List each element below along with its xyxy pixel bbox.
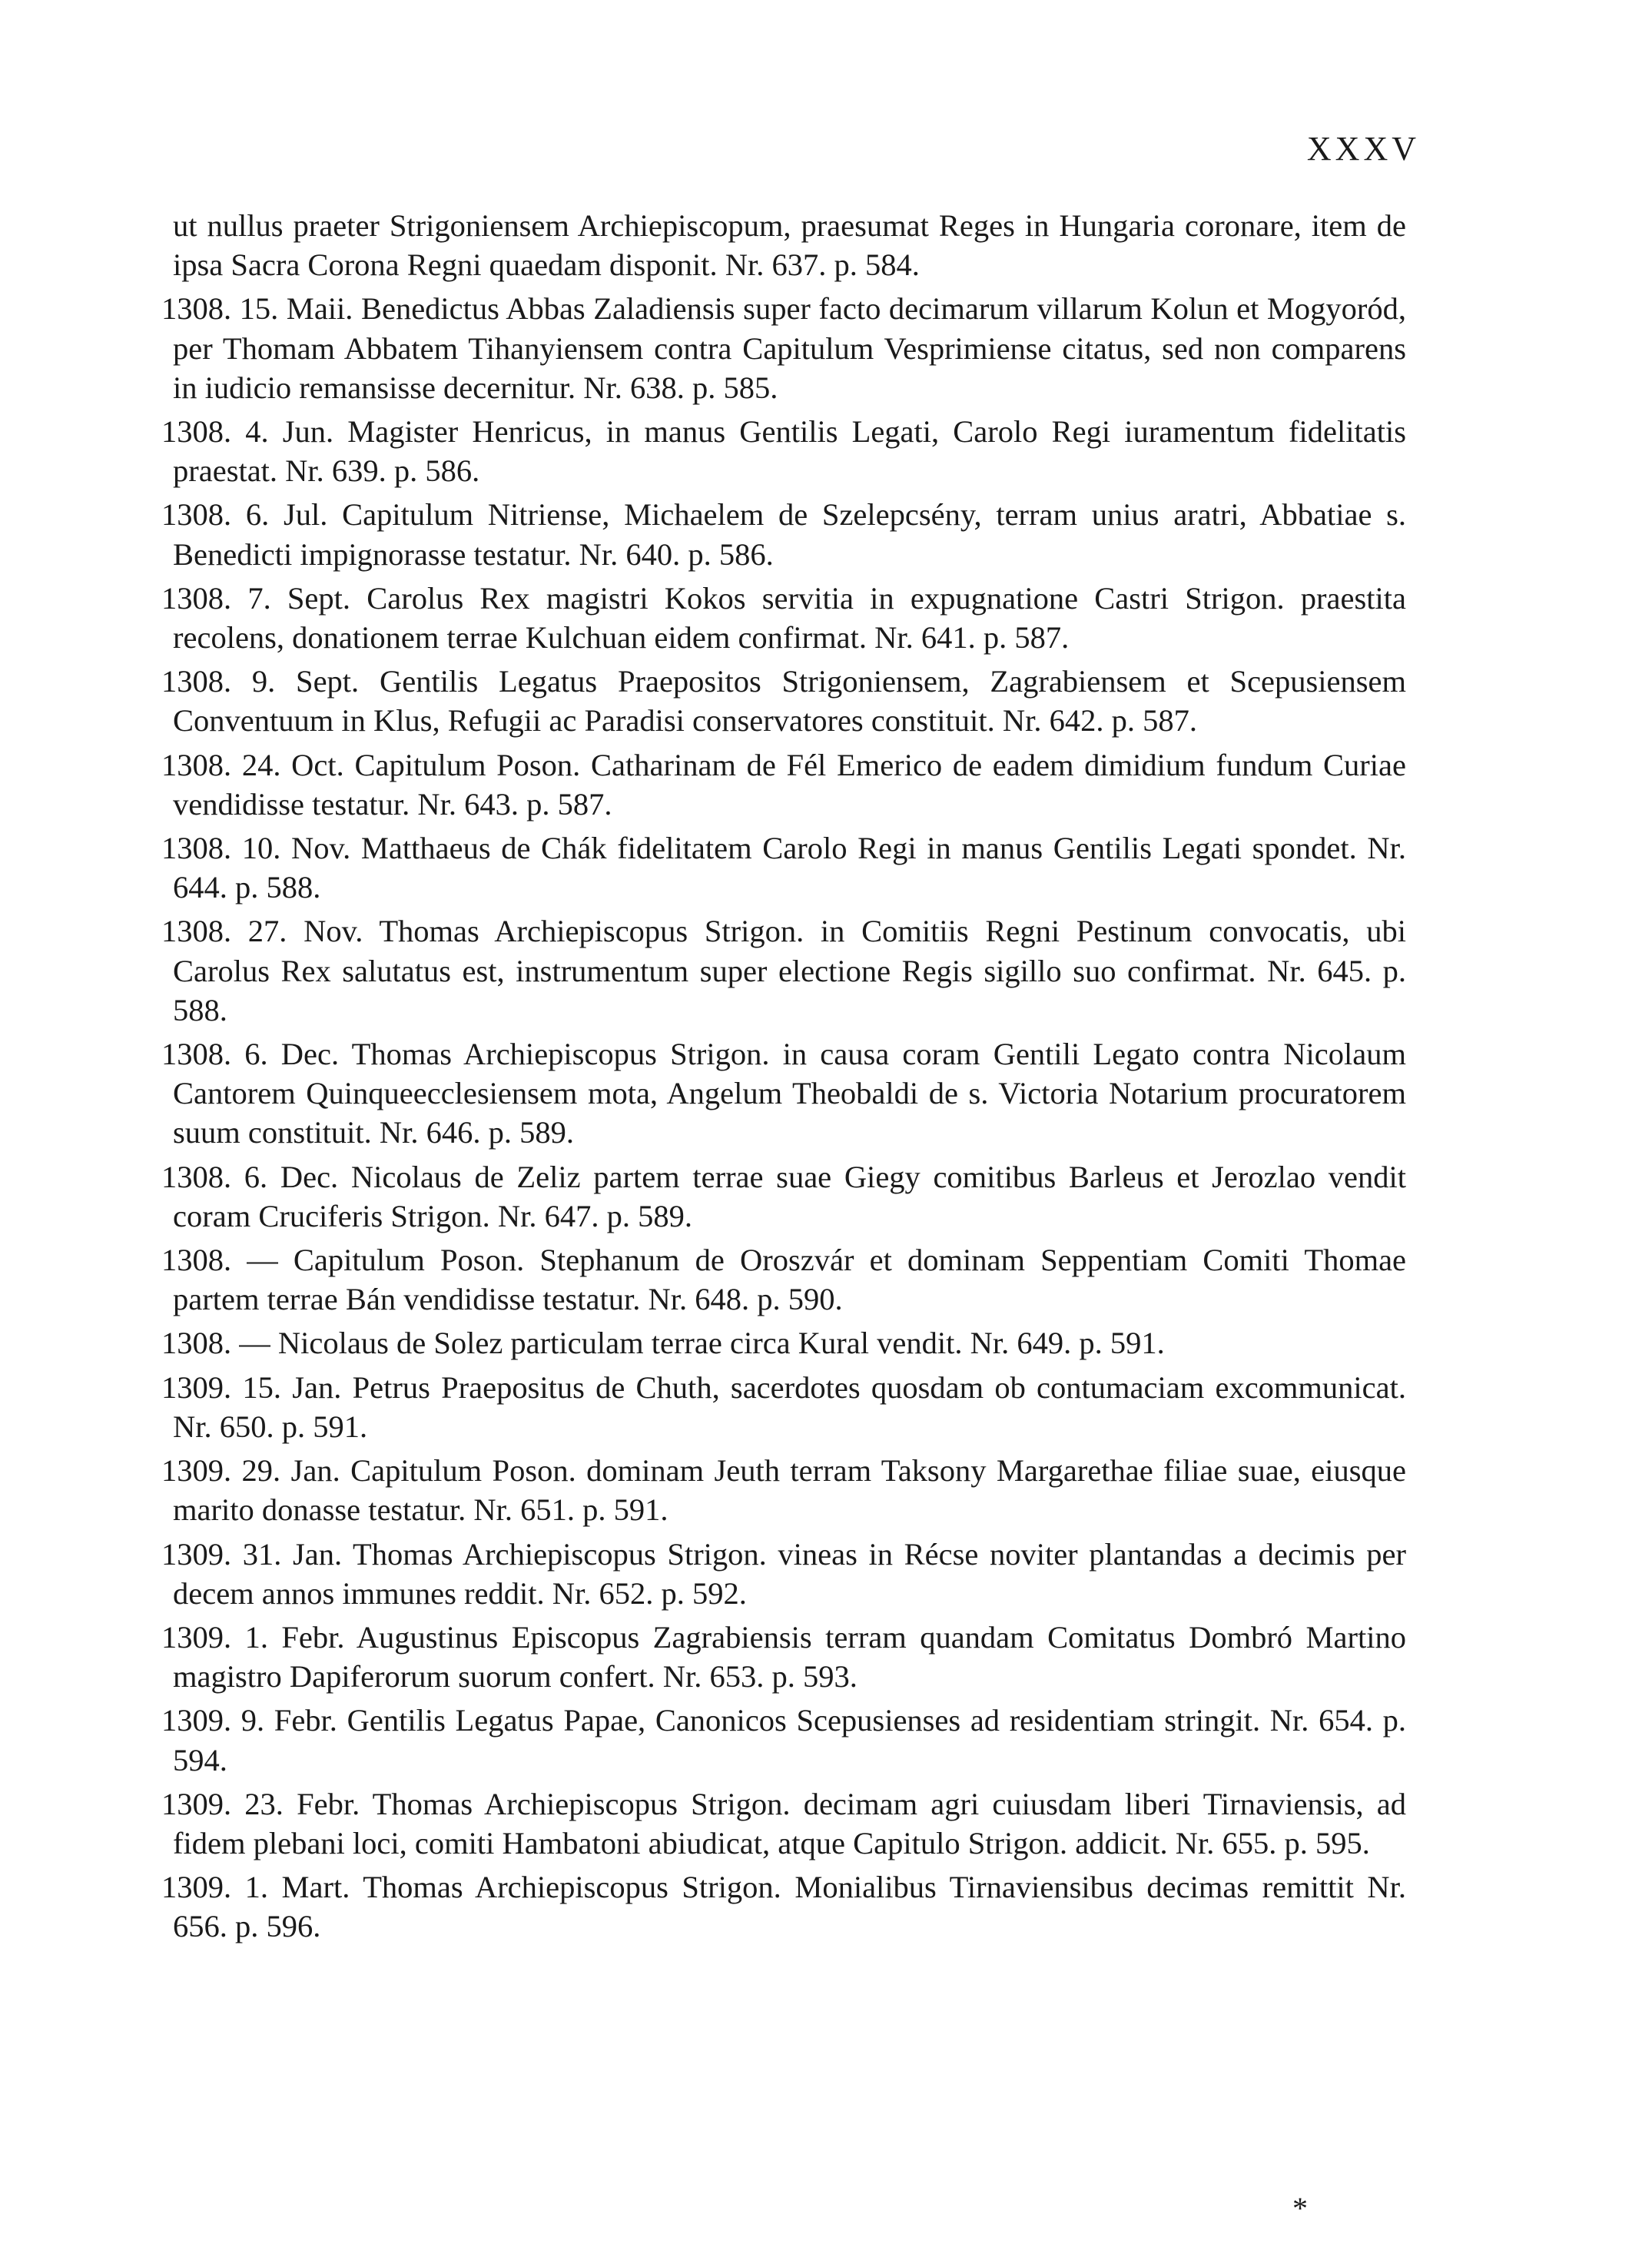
entry-text: Carolus Rex magistri Kokos servitia in expugnatione Castri Strigon. praestita recolens, donationem terrae Kulchuan eidem confirmat. Nr. 641. p. 587. — [173, 580, 1406, 656]
regest-entry — [161, 579, 1406, 657]
entry-text: Thomas Archiepiscopus Strigon. in causa coram Gentili Legato contra Nicolaum Cantorem Quinqueecclesiensem mota, Angelum Theobaldi de s. Victoria Notarium procuratorem suum constituit. Nr. 646. p. 589. — [173, 1037, 1406, 1150]
regest-entry — [161, 1784, 1406, 1863]
regest-entry — [161, 1451, 1406, 1529]
entry-date: 1309. 15. Jan. — [161, 1369, 342, 1405]
entry-date: 1308. 10. Nov. — [161, 831, 351, 866]
entry-text: Capitulum Poson. Catharinam de Fél Emerico de eadem dimidium fundum Curiae vendidisse testatur. Nr. 643. p. 587. — [173, 747, 1406, 821]
entry-date: 1308. 7. Sept. — [161, 580, 351, 616]
regest-entry — [161, 662, 1406, 740]
entry-date: 1308. 6. Dec. — [161, 1159, 339, 1194]
entry-date: 1309. 1. Febr. — [161, 1619, 345, 1655]
entry-text: Benedictus Abbas Zaladiensis super facto decimarum villarum Kolun et Mogyoród, per Thomam Abbatem Tihanyiensem contra Capitulum Vesprimiense citatus, sed non comparens in iudicio remansisse decernitur. Nr. 638. p. 585. — [173, 291, 1406, 405]
regest-entry — [161, 1034, 1406, 1153]
entry-date: 1308. 9. Sept. — [161, 664, 360, 699]
entry-date: 1309. 1. Mart. — [161, 1870, 350, 1905]
signature-mark: * — [1292, 2191, 1308, 2226]
continued-entry-text: ut nullus praeter Strigoniensem Archiepiscopum, praesumat Reges in Hungaria coronare, item de ipsa Sacra Corona Regni quaedam disponit. Nr. 637. p. 584. — [173, 208, 1406, 283]
entry-text: Magister Henricus, in manus Gentilis Legati, Carolo Regi iuramentum fidelitatis praestat. Nr. 639. p. 586. — [173, 414, 1407, 489]
entry-text: Thomas Archiepiscopus Strigon. vineas in Récse noviter plantandas a decimis per decem annos immunes reddit. Nr. 652. p. 592. — [173, 1536, 1406, 1611]
regest-list — [161, 206, 1406, 1947]
entry-text: Nicolaus de Solez particulam terrae circa Kural vendit. Nr. 649. p. 591. — [277, 1326, 1165, 1361]
entry-text: Thomas Archiepiscopus Strigon. in Comitiis Regni Pestinum convocatis, ubi Carolus Rex salutatus est, instrumentum super electione Regis sigillo suo confirmat. Nr. 645. p. 588. — [173, 914, 1406, 1027]
entries-container — [161, 289, 1406, 1946]
entry-text: Capitulum Nitriense, Michaelem de Szelepcsény, terram unius aratri, Abbatiae s. Benedicti impignorasse testatur. Nr. 640. p. 586. — [173, 497, 1407, 572]
regest-entry — [161, 1701, 1406, 1779]
entry-text: Augustinus Episcopus Zagrabiensis terram quandam Comitatus Dombró Martino magistro Dapiferorum suorum confert. Nr. 653. p. 593. — [173, 1619, 1406, 1694]
entry-text: Gentilis Legatus Papae, Canonicos Scepusienses ad residentiam stringit. Nr. 654. p. 594. — [173, 1703, 1406, 1777]
entry-date: 1308. 24. Oct. — [161, 747, 344, 782]
entry-date: 1308. — — [161, 1326, 270, 1361]
entry-date: 1308. 4. Jun. — [161, 414, 334, 450]
entry-text: Matthaeus de Chák fidelitatem Carolo Regi in manus Gentilis Legati spondet. Nr. 644. p. 588. — [173, 831, 1407, 905]
regest-entry — [161, 1157, 1406, 1236]
regest-entry — [161, 1368, 1406, 1446]
regest-entry — [161, 911, 1406, 1030]
entry-text: Capitulum Poson. dominam Jeuth terram Taksony Margarethae filiae suae, eiusque marito donasse testatur. Nr. 651. p. 591. — [173, 1453, 1406, 1528]
entry-date: 1309. 9. Febr. — [161, 1703, 337, 1738]
regest-entry — [161, 745, 1406, 824]
entry-text: Thomas Archiepiscopus Strigon. decimam agri cuiusdam liberi Tirnaviensis, ad fidem plebani loci, comiti Hambatoni abiudicat, atque Capitulo Strigon. addicit. Nr. 655. p. 595. — [173, 1786, 1406, 1860]
regest-entry — [161, 1618, 1406, 1696]
entry-date: 1309. 29. Jan. — [161, 1453, 340, 1489]
entry-text: Nicolaus de Zeliz partem terrae suae Giegy comitibus Barleus et Jerozlao vendit coram Cruciferis Strigon. Nr. 647. p. 589. — [173, 1159, 1406, 1233]
entry-text: Petrus Praepositus de Chuth, sacerdotes quosdam ob contumaciam excommunicat. Nr. 650. p. 591. — [173, 1369, 1406, 1444]
entry-date: 1308. 27. Nov. — [161, 914, 363, 949]
entry-date: 1308. 15. Maii. — [161, 291, 353, 327]
regest-entry — [161, 289, 1406, 407]
entry-text: Capitulum Poson. Stephanum de Oroszvár et dominam Seppentiam Comiti Thomae partem terrae Bán vendidisse testatur. Nr. 648. p. 590. — [173, 1243, 1407, 1317]
regest-entry — [161, 828, 1406, 907]
entry-text: Thomas Archiepiscopus Strigon. Monialibus Tirnaviensibus decimas remittit Nr. 656. p. 596. — [173, 1870, 1406, 1944]
entry-date: 1308. 6. Dec. — [161, 1037, 340, 1072]
entry-date: 1309. 31. Jan. — [161, 1536, 343, 1572]
regest-entry — [161, 495, 1406, 573]
entry-text: Gentilis Legatus Praepositos Strigoniensem, Zagrabiensem et Scepusiensem Conventuum in Klus, Refugii ac Paradisi conservatores constituit. Nr. 642. p. 587. — [173, 664, 1406, 739]
regest-entry — [161, 412, 1406, 490]
regest-entry — [161, 1240, 1406, 1319]
regest-entry — [161, 1867, 1406, 1946]
entry-date: 1308. — — [161, 1243, 278, 1278]
entry-date: 1309. 23. Febr. — [161, 1786, 360, 1821]
page-number: XXXV — [1306, 130, 1420, 168]
regest-entry — [161, 1323, 1406, 1363]
entry-date: 1308. 6. Jul. — [161, 497, 328, 533]
regest-entry — [161, 1535, 1406, 1613]
